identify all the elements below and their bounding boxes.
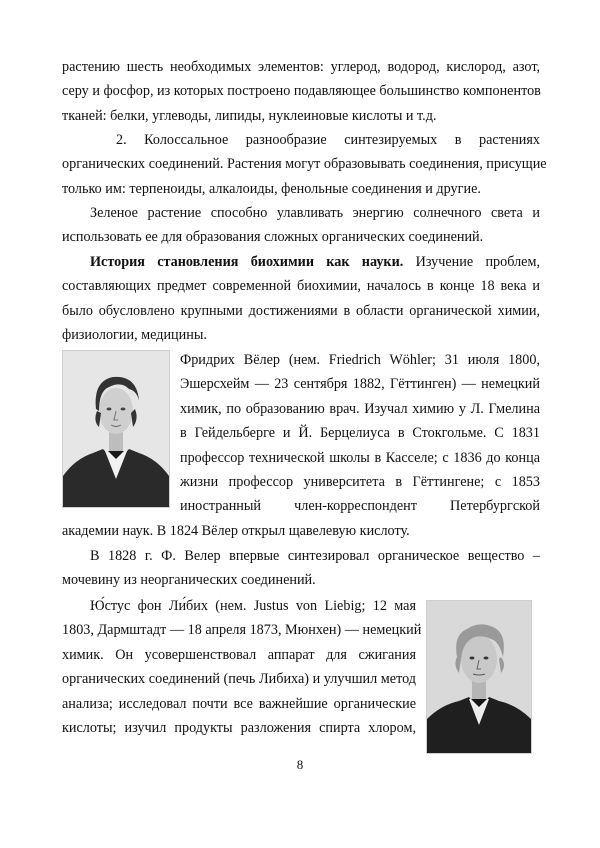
text-line: Фридрих Вёлер (нем. Friedrich Wöhler; 31 июля 1800, [180,352,540,368]
text-line: в Гейдельберге и Й. Берцелиуса в Стокгольме. С 1831 [180,425,540,442]
text-line: анализа; исследовал почти все важнейшие органические [62,695,416,712]
text-line [62,250,540,274]
text-line: только им: терпеноиды, алкалоиды, фенольные соединения и другие. [62,180,481,197]
paragraph-wohler [180,348,540,519]
paragraph-urea [62,544,540,593]
paragraph-green-plant [62,201,540,250]
text-line: использовать ее для образования сложных органических соединений. [62,229,484,246]
engraved-portrait-icon [427,601,531,753]
paragraph-liebig [62,594,422,740]
text-line: академии наук. В 1824 Вёлер открыл щавелевую кислоту. [62,523,410,539]
text-line: химик. Он усовершенствовал аппарат для сжигания [62,646,416,663]
text-line: органических соединений (печь Либиха) и улучшил метод [62,671,416,688]
text-line: Зеленое растение способно улавливать энергию солнечного света и [90,205,540,221]
text-line: мочевину из неорганических соединений. [62,572,316,589]
text-line: было обусловлено крупными достижениями в области органической химии, [62,302,540,319]
page-number: 8 [296,757,304,772]
text-line: Ю́стус фон Ли́бих (нем. Justus von Liebig; 12 мая [90,598,416,614]
paragraph-diversity [62,128,547,201]
text-line: физиологии, медицины. [62,327,207,344]
paragraph-elements [62,55,540,128]
text-line: 2. Колоссальное разнообразие синтезируемых в растениях [116,132,540,148]
text-line: иностранный член-корреспондент Петербургской [180,498,540,515]
text-line: 1803, Дармштадт — 18 апреля 1873, Мюнхен) — немецкий [62,622,422,639]
liebig-portrait [426,600,532,754]
text-line: составляющих предмет современной биохимии, началось в конце 18 века и [62,278,540,295]
text-line: Эшерсхейм — 23 сентября 1882, Гёттинген) — немецкий [180,376,540,393]
text-line: жизни профессор университета в Гёттингене; с 1853 [180,474,540,491]
wohler-portrait [62,350,170,508]
paragraph-history [62,250,540,348]
text-line: растению шесть необходимых элементов: углерод, водород, кислород, азот, [62,59,540,75]
text-line: профессор технической школы в Касселе; с 1836 до конца [180,449,540,466]
text-line: серу и фосфор, из которых построено подавляющее большинство компонентов [62,83,541,100]
section-heading: История становления биохимии как науки. [90,254,404,270]
text-line: В 1828 г. Ф. Велер впервые синтезировал органическое вещество – [90,548,540,564]
text-line: тканей: белки, углеводы, липиды, нуклеиновые кислоты и т.д. [62,107,437,124]
text-line: органических соединений. Растения могут образовывать соединения, присущие [62,156,547,173]
text-fragment: Изучение проблем, [403,254,540,270]
paragraph-wohler-end [62,519,540,543]
engraved-portrait-icon [63,351,169,507]
text-line: химик, по образованию врач. Изучал химию у Л. Гмелина [180,400,540,417]
text-line: кислоты; изучил продукты разложения спирта хлором, [62,720,416,737]
